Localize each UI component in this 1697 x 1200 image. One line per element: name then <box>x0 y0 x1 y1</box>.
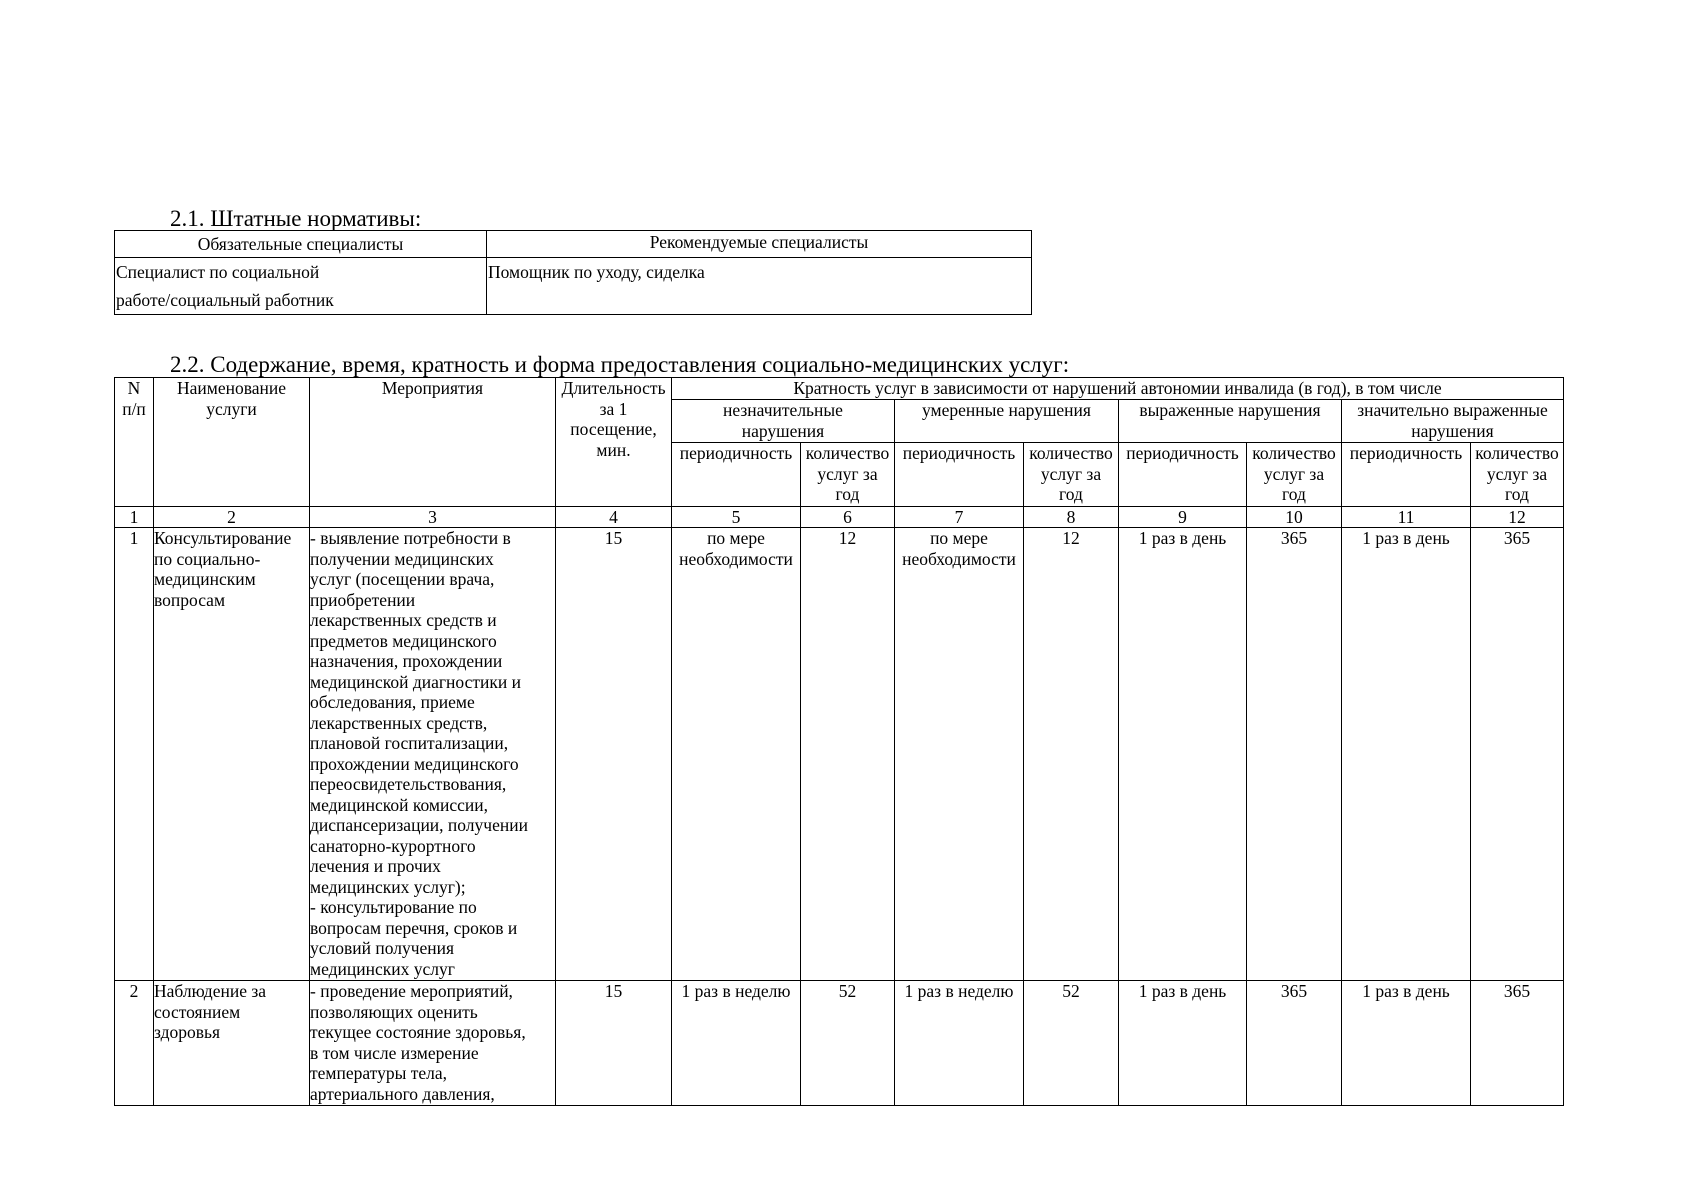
social-medical-services-table <box>114 377 1564 1106</box>
row-duration: 15 <box>556 981 672 1106</box>
row-count-minor: 12 <box>801 528 895 981</box>
row-periodicity-moderate: по мере необходимости <box>895 528 1024 981</box>
column-number: 6 <box>801 507 895 528</box>
header-row-1 <box>115 378 1564 400</box>
column-number: 12 <box>1471 507 1564 528</box>
header-service-name: Наименование услуги <box>154 378 310 507</box>
row-no: 2 <box>115 981 154 1106</box>
row-count-very-severe: 365 <box>1471 981 1564 1106</box>
staff-data-row <box>115 258 1032 315</box>
row-count-severe: 365 <box>1247 981 1342 1106</box>
required-specialist-cell <box>115 258 487 315</box>
column-number: 10 <box>1247 507 1342 528</box>
required-specialist-line2: работе/социальный работник <box>116 290 334 310</box>
header-moderate: умеренные нарушения <box>895 400 1119 443</box>
row-activities: - проведение мероприятий, позволяющих оценить текущее состояние здоровья, в том числе измерение температуры тела, артериального давления, <box>310 981 556 1106</box>
row-no: 1 <box>115 528 154 981</box>
header-periodicity: периодичность <box>672 443 801 507</box>
header-periodicity: периодичность <box>1119 443 1247 507</box>
header-recommended-specialists: Рекомендуемые специалисты <box>487 231 1032 258</box>
column-number: 5 <box>672 507 801 528</box>
row-count-moderate: 52 <box>1024 981 1119 1106</box>
row-duration: 15 <box>556 528 672 981</box>
row-service-name: Консультирование по социально- медицинским вопросам <box>154 528 310 981</box>
row-service-name: Наблюдение за состоянием здоровья <box>154 981 310 1106</box>
row-periodicity-moderate: 1 раз в неделю <box>895 981 1024 1106</box>
row-periodicity-severe: 1 раз в день <box>1119 528 1247 981</box>
header-minor: незначительные нарушения <box>672 400 895 443</box>
required-specialist-line1: Специалист по социальной <box>116 262 320 282</box>
header-frequency: Кратность услуг в зависимости от нарушений автономии инвалида (в год), в том числе <box>672 378 1564 400</box>
staff-header-row <box>115 231 1032 258</box>
table-row <box>115 981 1564 1106</box>
row-count-minor: 52 <box>801 981 895 1106</box>
row-activities: - выявление потребности в получении медицинских услуг (посещении врача, приобретении лекарственных средств и предметов медицинского назначения, прохождении медицинской диагностики и обследования, приеме лекарственных средств, плановой госпитализации, прохождении медицинского переосвидетельствования, медицинской комиссии, диспансеризации, получении санаторно-курортного лечения и прочих медицинских услуг); - консультирование по вопросам перечня, сроков и условий получения медицинских услуг <box>310 528 556 981</box>
header-count: количество услуг за год <box>1247 443 1342 507</box>
row-periodicity-very-severe: 1 раз в день <box>1342 981 1471 1106</box>
staff-norms-table <box>114 230 1032 315</box>
column-number: 4 <box>556 507 672 528</box>
row-periodicity-minor: по мере необходимости <box>672 528 801 981</box>
column-number: 9 <box>1119 507 1247 528</box>
header-count: количество услуг за год <box>1471 443 1564 507</box>
column-number: 2 <box>154 507 310 528</box>
header-no: N п/п <box>115 378 154 507</box>
column-numbers-row <box>115 507 1564 528</box>
column-number: 3 <box>310 507 556 528</box>
header-count: количество услуг за год <box>801 443 895 507</box>
column-number: 1 <box>115 507 154 528</box>
column-number: 7 <box>895 507 1024 528</box>
row-count-very-severe: 365 <box>1471 528 1564 981</box>
section-heading-services: 2.2. Содержание, время, кратность и форма предоставления социально-медицинских услуг: <box>170 352 1070 377</box>
row-periodicity-severe: 1 раз в день <box>1119 981 1247 1106</box>
recommended-specialist-cell: Помощник по уходу, сиделка <box>487 258 1032 315</box>
header-periodicity: периодичность <box>1342 443 1471 507</box>
header-count: количество услуг за год <box>1024 443 1119 507</box>
row-periodicity-minor: 1 раз в неделю <box>672 981 801 1106</box>
column-number: 11 <box>1342 507 1471 528</box>
row-count-moderate: 12 <box>1024 528 1119 981</box>
header-periodicity: периодичность <box>895 443 1024 507</box>
row-periodicity-very-severe: 1 раз в день <box>1342 528 1471 981</box>
header-activities: Мероприятия <box>310 378 556 507</box>
section-heading-staff: 2.1. Штатные нормативы: <box>170 206 422 231</box>
column-number: 8 <box>1024 507 1119 528</box>
table-row <box>115 528 1564 981</box>
header-duration: Длительность за 1 посещение, мин. <box>556 378 672 507</box>
header-required-specialists: Обязательные специалисты <box>115 231 487 258</box>
header-severe: выраженные нарушения <box>1119 400 1342 443</box>
row-count-severe: 365 <box>1247 528 1342 981</box>
header-very-severe: значительно выраженные нарушения <box>1342 400 1564 443</box>
